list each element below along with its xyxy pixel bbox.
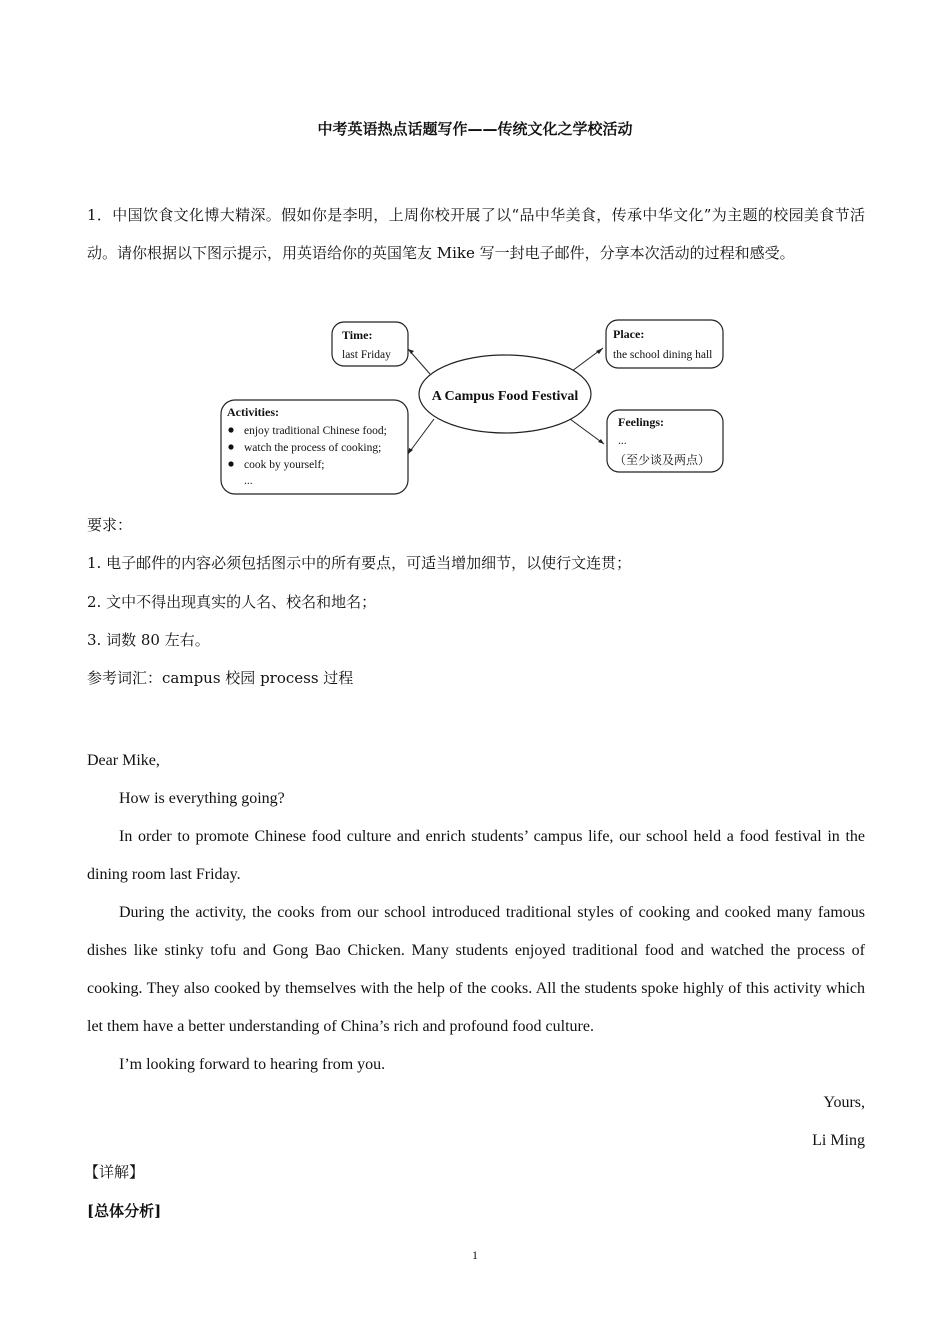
- connector-activities: [408, 419, 434, 454]
- requirement-item: 3. 词数 80 左右。: [87, 631, 210, 649]
- activity-item: watch the process of cooking;: [244, 442, 382, 454]
- letter-paragraph: I’m looking forward to hearing from you.: [119, 1056, 386, 1073]
- center-node-label: A Campus Food Festival: [431, 389, 579, 404]
- requirement-item: 1. 电子邮件的内容必须包括图示中的所有要点，可适当增加细节，以使行文连贯；: [87, 554, 632, 572]
- letter-signature: Li Ming: [812, 1132, 865, 1149]
- feelings-note: （至少谈及两点）: [614, 453, 711, 467]
- bullet-icon: [228, 461, 233, 466]
- requirement-item: 2. 文中不得出现真实的人名、校名和地名；: [87, 593, 377, 611]
- question-text: 1．中国饮食文化博大精深。假如你是李明，上周你校开展了以“品中华美食，传承中华文化”为主题的校园美食节活动。请你根据以下图示提示，用英语给你的英国笔友 Mike 写一封电子邮件，分享本次活动的过程和感受。: [87, 206, 865, 262]
- analysis-heading: [总体分析]: [87, 1202, 162, 1220]
- place-value: the school dining hall: [613, 349, 713, 361]
- arrowhead-time: [408, 349, 414, 354]
- place-label: Place:: [613, 327, 645, 341]
- letter-greeting: Dear Mike,: [87, 752, 160, 769]
- requirements-heading: 要求：: [87, 516, 133, 534]
- connector-feelings: [570, 419, 604, 444]
- page-title: 中考英语热点话题写作——传统文化之学校活动: [317, 120, 633, 138]
- activity-item: cook by yourself;: [244, 459, 325, 471]
- sample-letter: [87, 742, 865, 1160]
- arrowhead-place: [596, 348, 603, 354]
- time-value: last Friday: [342, 349, 391, 361]
- letter-paragraph: In order to promote Chinese food culture and enrich students’ campus life, our school held a food festival in the dining room last Friday.: [87, 828, 865, 883]
- feelings-label: Feelings:: [618, 415, 664, 429]
- bullet-icon: [228, 444, 233, 449]
- feelings-more: ...: [618, 435, 627, 447]
- letter-paragraph: During the activity, the cooks from our school introduced traditional styles of cooking and cooked many famous dishes like stinky tofu and Gong Bao Chicken. Many students enjoyed traditional food and watched the process of cooking. They also cooked by themselves with the help of the cooks. All the students spoke highly of this activity which let them have a better understanding of China’s rich and profound food culture.: [87, 904, 865, 1035]
- mind-map-diagram: [218, 316, 728, 498]
- time-label: Time:: [342, 328, 373, 342]
- activity-item: enjoy traditional Chinese food;: [244, 425, 387, 437]
- vocabulary-hint: 参考词汇：campus 校园 process 过程: [87, 669, 354, 687]
- page-number: 1: [472, 1248, 478, 1262]
- activities-label: Activities:: [227, 405, 279, 419]
- detail-heading: 【详解】: [84, 1163, 145, 1181]
- activities-more: ...: [244, 475, 253, 487]
- letter-paragraph: How is everything going?: [119, 790, 285, 807]
- bullet-icon: [228, 427, 233, 432]
- letter-closing: Yours,: [823, 1094, 865, 1111]
